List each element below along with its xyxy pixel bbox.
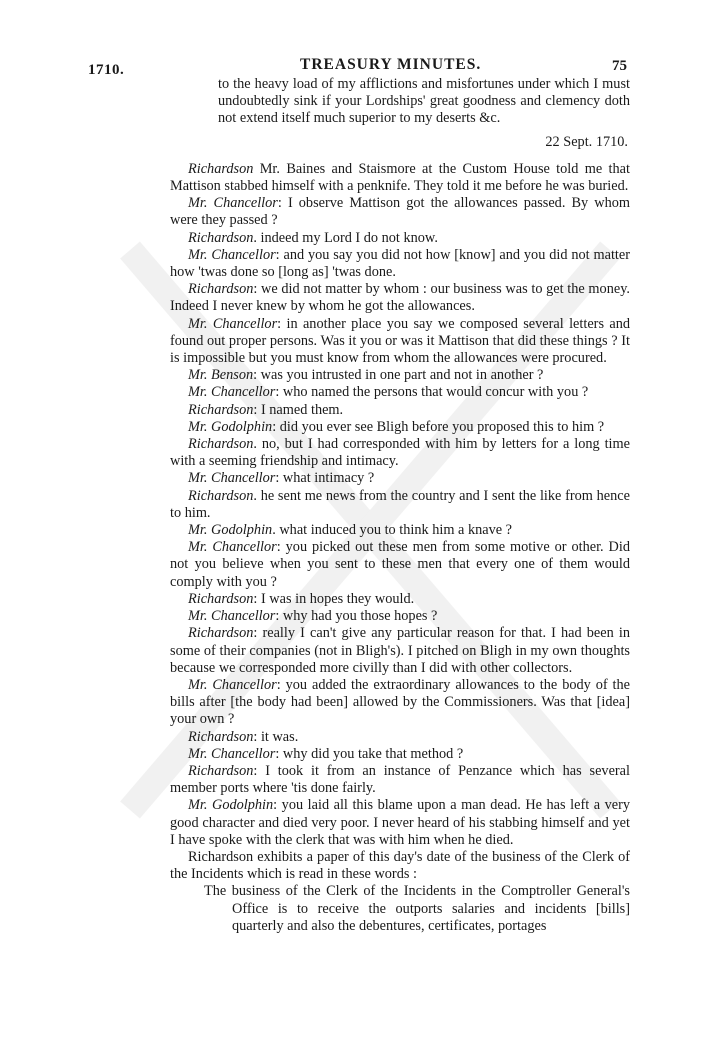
page-body [170,76,630,935]
opening-quote: to the heavy load of my afflictions and misfortunes under which I must undoubtedly sink if your Lordships' great goodness and clemency doth not extend itself much superior to my deserts &c. [218,76,630,127]
speaker-separator: : [276,676,281,693]
speech-text: he sent me news from the country and I sent the like from hence to him. [170,487,630,521]
speaker-separator: : [253,281,258,298]
speaker-separator: : [253,401,258,418]
speaker-separator: : [277,195,282,212]
dialogue-line [170,230,630,247]
speech-text: I named them. [257,401,344,418]
speaker-separator: : [275,608,280,625]
speech-text: no, but I had corresponded with him by letters for a long time with a seeming friendship and intimacy. [170,436,630,470]
dialogue-line [170,608,630,625]
dialogue-line [170,247,630,281]
speech-text: really I can't give any particular reason for that. I had been in some of their companies (not in Bligh's). I pitched on Bligh in my own thoughts because we corresponded more civilly than I did with other collectors. [170,625,630,676]
speech-text: we did not matter by whom : our business was to get the money. Indeed I never knew by whom he got the allowances. [170,281,630,315]
speaker-name: Mr. Chancellor [188,470,276,487]
speaker-name: Mr. Chancellor [188,539,277,556]
speaker-name: Mr. Benson [188,367,254,384]
speech-text: why did you take that method ? [279,745,464,762]
speaker-separator: : [273,797,278,814]
speaker-name: Richardson [188,401,254,418]
speech-text: why had you those hopes ? [279,608,438,625]
speech-text: what induced you to think him a knave ? [275,522,513,539]
speech-text: I was in hopes they would. [257,590,415,607]
speaker-name: Mr. Godolphin [188,522,273,539]
speaker-name: Mr. Chancellor [188,246,276,263]
speaker-separator: . [253,487,257,504]
dialogue-line [170,625,630,677]
dialogue-line [170,316,630,368]
speaker-name: Richardson [188,762,254,779]
speaker-name: Mr. Chancellor [188,608,276,625]
dialogue-line [170,522,630,539]
dialogue-line [170,161,630,195]
speaker-separator: : [275,246,280,263]
speech-text: it was. [257,728,299,745]
speech-text: and you say you did not how [know] and you did not matter how 'twas done so [long as] 'twas done. [170,246,630,281]
speaker-separator: : [275,470,280,487]
dialogue-line [170,488,630,522]
speaker-separator: : [275,745,280,762]
dialogue-line [170,436,630,470]
speaker-separator: : [272,418,277,435]
speech-text: I observe Mattison got the allowances passed. By whom were they passed ? [170,195,630,229]
speaker-separator: : [275,384,280,401]
speaker-name: Mr. Godolphin [188,418,273,435]
running-year: 1710. [88,62,125,78]
dialogue-line [170,591,630,608]
speech-text: you picked out these men from some motive or other. Did not you believe when you sent to these men that every one of them would comply with you ? [170,539,630,590]
speaker-separator: : [277,315,282,332]
closing-quote: The business of the Clerk of the Incidents in the Comptroller General's Office is to receive the outports salaries and incidents [bills] quarterly and also the debentures, certificates, portages [204,883,630,934]
dialogue-line [170,281,630,315]
page-number: 75 [612,58,627,74]
dialogue-section [170,161,630,849]
dialogue-line [170,539,630,591]
speaker-separator: . [253,229,257,246]
speaker-separator: . [272,522,276,539]
speaker-name: Mr. Chancellor [188,384,276,401]
speech-text: in another place you say we composed several letters and found out proper persons. Was it you or was it Mattison that did these things ? It is impossible but you must know from whom the allowances were procured. [170,315,631,367]
speech-text: did you ever see Bligh before you proposed this to him ? [276,418,605,435]
speaker-separator: : [253,762,258,779]
speech-text: who named the persons that would concur with you ? [279,384,589,401]
speaker-name: Mr. Chancellor [188,315,278,332]
speaker-name: Mr. Chancellor [188,195,278,212]
speech-text: what intimacy ? [279,470,375,487]
speech-text: you added the extraordinary allowances to the body of the bills after [the body had been] allowed by the Commissioners. Was that [idea] your own ? [170,676,630,728]
dialogue-line [170,470,630,487]
dialogue-line [170,797,630,849]
date-line: 22 Sept. 1710. [545,133,628,150]
dialogue-line [170,419,630,436]
speaker-name: Richardson [188,728,254,745]
speech-text: was you intrusted in one part and not in another ? [257,367,544,384]
speaker-separator: : [253,728,258,745]
speaker-name: Mr. Chancellor [188,676,277,693]
speech-text: I took it from an instance of Penzance which has several member ports where 'tis done fairly. [170,762,630,797]
speaker-name: Richardson [188,625,254,642]
speaker-separator: : [253,625,258,642]
dialogue-line [170,677,630,729]
speaker-name: Richardson [188,590,254,607]
speaker-name: Richardson [188,436,254,453]
dialogue-line [170,746,630,763]
dialogue-line [170,195,630,229]
closing-paragraph: Richardson exhibits a paper of this day's date of the business of the Clerk of the Incidents which is read in these words : [170,848,630,883]
speaker-name: Mr. Chancellor [188,745,276,762]
speaker-name: Richardson [188,487,254,504]
speech-text: you laid all this blame upon a man dead. He has left a very good character and died very poor. I never heard of his stabbing himself and yet I have spoke with the clerk that was with him when he died. [170,797,630,848]
speech-text: Mr. Baines and Staismore at the Custom House told me that Mattison stabbed himself with a penknife. They told it me before he was buried. [170,160,630,195]
dialogue-line [170,384,630,401]
dialogue-line [170,763,630,797]
speaker-name: Richardson [188,160,254,177]
dialogue-line [170,729,630,746]
speaker-separator: : [253,590,258,607]
speaker-separator: : [253,367,258,384]
speaker-name: Richardson [188,229,254,246]
dialogue-line [170,367,630,384]
speaker-separator: : [276,539,281,556]
speech-text: indeed my Lord I do not know. [256,229,438,246]
speaker-separator: . [253,436,257,453]
dialogue-line [170,402,630,419]
speaker-name: Mr. Godolphin [188,797,274,814]
speaker-name: Richardson [188,281,254,298]
running-title: TREASURY MINUTES. [300,56,482,73]
